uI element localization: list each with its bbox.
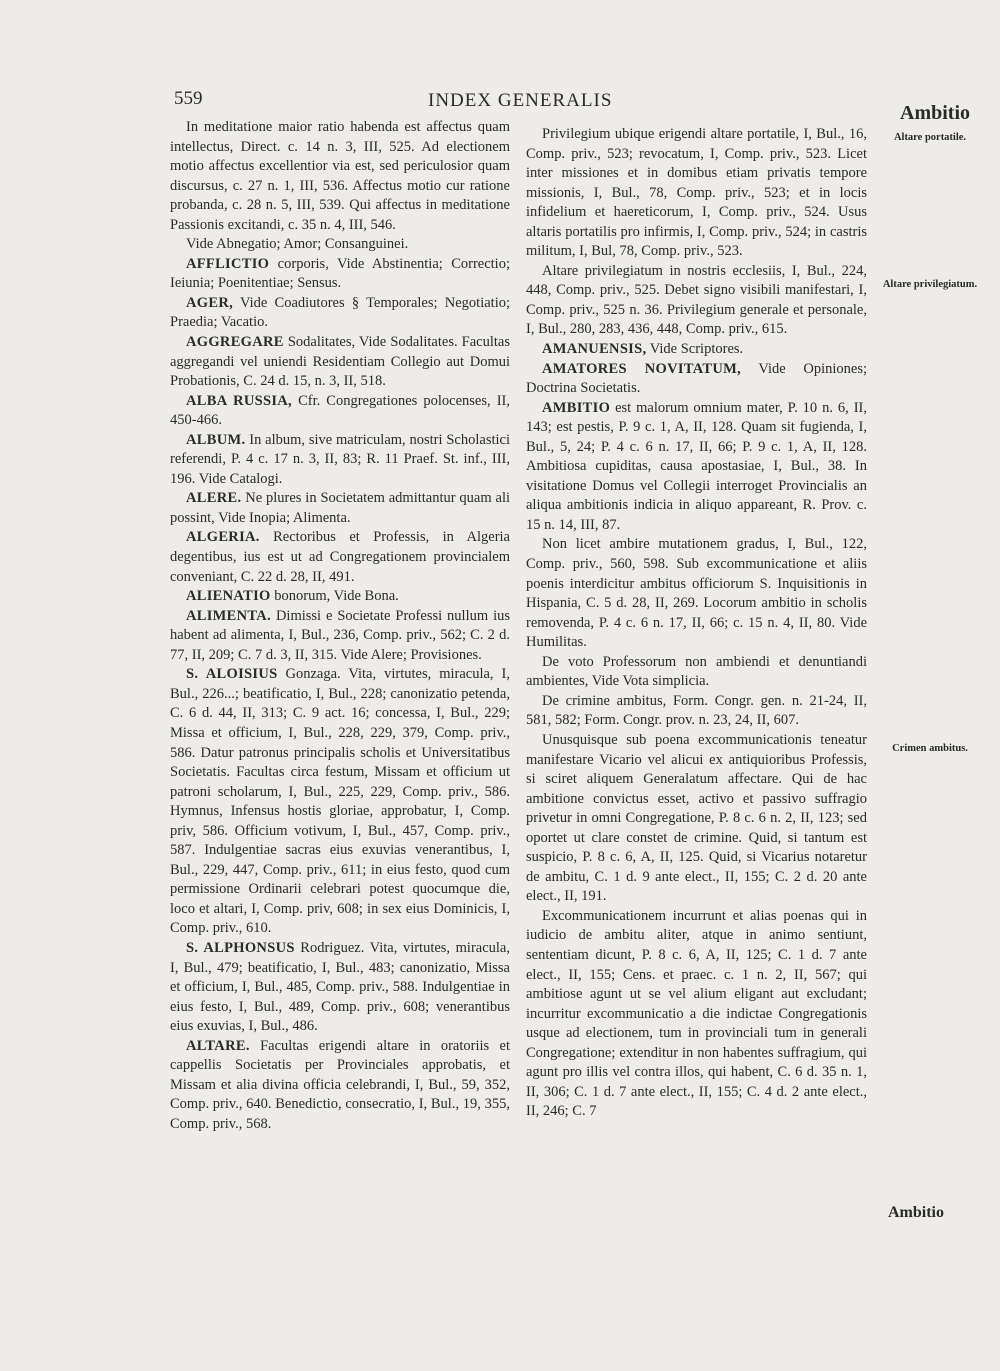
entry-text: Altare privilegiatum in nostris ecclesiis, I, Bul., 224, 448, Comp. priv., 525. Debet signo visibili manifestari, I, Comp. priv., 525 n. 36. Privilegium generale et personale, I, Bul., 280, 283, 436, 448, Comp. priv., 615. [526,262,867,338]
entry-text: Vide Scriptores. [646,341,744,358]
index-entry [170,255,510,294]
index-entry [170,333,510,392]
entry-text: De crimine ambitus, Form. Congr. gen. n. 21-24, II, 581, 582; Form. Congr. prov. n. 23, 24, II, 607. [526,692,867,729]
entry-text: Vide Abnegatio; Amor; Consanguinei. [186,236,409,253]
entry-headword: ALTARE. [186,1037,250,1054]
entry-headword: ALGERIA. [186,529,260,546]
entry-headword: AGER, [186,294,234,311]
entry-headword: AMATORES NOVITATUM, [542,360,742,377]
entry-headword: AGGREGARE [186,334,284,351]
entry-text: Vide Opiniones; Doctrina Societatis. [526,360,867,397]
entry-headword: ALBA RUSSIA, [186,392,292,409]
entry-text: Sodalitates, Vide Sodalitates. Facultas aggregandi vel uniendi Residentiam Collegio aut Domui Probationis, C. 24 d. 15, n. 3, II, 518. [170,334,510,390]
index-entry [170,392,510,431]
entry-headword: AFFLICTIO [186,255,270,272]
catchword: Ambitio [888,1204,944,1221]
entry-text: Excommunicationem incurrunt et alias poenas qui in iudicio de ambitu aliter, atque in animo sentiunt, sententiam dicunt, P. 8 c. 6, A, II, 125; C. 1 d. 7 ante elect., II, 155; Cens. et praec. c. 1 n. 2, II, 567; qui ambitiose agunt ut se vel alium eligant aut excludant; incurritur excommunicatio a die indictae Congregationis usque ad electionem, tum in provinciali tum in generali Congregatione; extenditur in non habentes suffragium, qui agunt pro illis vel contra illos, qui habent, C. 6 d. 35 n. 1, II, 306; C. 1 d. 7 ante elect., II, 155; C. 4 d. 2 ante elect., II, 246; C. 7 [526,907,867,1120]
entry-text: Unusquisque sub poena excommunicationis teneatur manifestare Vicario vel alicui ex antiquioribus Professis, si sciret aliquem Generalatum affectare. Qui de hac ambitione convictus esset, activo et passivo suffragio privetur in omni Congregatione, P. 8 c. 6 n. 2, II, 123; sed oportet ut clare constet de crimine. Quid, si tantum est suspicio, P. 8 c. 6, A, II, 125. Quid, si Vicarius notaretur de ambitu, C. 1 d. 9 ante elect., II, 155; C. 2 d. 20 ante elect., II, 191. [526,731,867,905]
entry-text: Rectoribus et Professis, in Algeria degentibus, ius est ut ad Congregationem provincialem conveniant, C. 22 d. 28, II, 491. [170,529,510,585]
index-entry [526,692,867,731]
index-entry [170,118,510,235]
right-column [526,125,867,1122]
entry-text: In meditatione maior ratio habenda est affectus quam intellectus, Direct. c. 14 n. 3, III, 525. Ad electionem motio affectus excellentior via est, sed periculosior quam discursus, c. 27 n. 1, III, 536. Affectus motio cur ratione probanda, c. 28 n. 5, III, 539. Qui affectus in meditatione Passionis excitandi, c. 35 n. 4, III, 546. [170,119,510,233]
index-entry [170,294,510,333]
index-entry [170,489,510,528]
entry-text: Facultas erigendi altare in oratoriis et cappellis Societatis per Provinciales approbatis, et Missam et alia divina officia celebrandi, I, Bul., 59, 352, Comp. priv., 640. Benedictio, consecratio, I, Bul., 19, 355, Comp. priv., 568. [170,1037,510,1132]
entry-headword: ALBUM. [186,431,246,448]
entry-text: est malorum omnium mater, P. 10 n. 6, II, 143; est pestis, P. 9 c. 1, A, II, 128. Quam sit fugienda, I, Bul., 5, 24; P. 4 c. 6 n. 17, II, 66; P. 9 c. 1, A, II, 128. Ambitiosa cupiditas, causa apostasiae, I, Bul., 38. In visitatione Domus vel Collegii interroget Provincialis an aliqua ambitionis indicia in aliquo appareant, R. Prov. c. 15 n. 14, III, 87. [526,399,867,533]
entry-text: Rodriguez. Vita, virtutes, miracula, I, Bul., 479; beatificatio, I, Bul., 483; canonizatio, Missa et officium, I, Bul., 485, Comp. priv., 588. Indulgentiae in eius festo, I, Bul., 489, Comp. priv., 608; venerantibus eius exuvias, I, Bul., 486. [170,939,510,1035]
entry-text: bonorum, Vide Bona. [270,588,399,605]
page-number: 559 [174,88,203,109]
entry-text: Gonzaga. Vita, virtutes, miracula, I, Bul., 226...; beatificatio, I, Bul., 228; canonizatio petenda, C. 6 d. 44, II, 313; C. 9 act. 16; concessa, I, Bul., 229; Missa et officium, I, Bul., 228, 229, 379, Comp. priv., 586. Datur patronus principalis scholis et Universitatibus Societatis. Facultas circa festum, Missam et officium ut patroni scholarum, I, Bul., 225, 229, Comp. priv., 586. Hymnus, Infensus hostis gloriae, approbatur, I, Comp. priv, 586. Officium votivum, I, Bul., 457, Comp. priv., 587. Indulgentiae sacras eius exuvias venerantibus, I, Bul., 229, 447, Comp. priv., 611; in eius festo, quod cum permissione Ordinarii celebrari potest quocumque die, loco et altari, I, Comp. priv, 608; in sex eius Dominicis, I, Comp. priv., 610. [170,666,511,937]
index-entry [526,653,867,692]
entry-headword: S. ALOISIUS [186,666,278,683]
index-entry [526,907,867,1122]
index-entry [170,607,510,666]
entry-headword: AMANUENSIS, [542,341,647,358]
index-entry [526,399,867,536]
entry-text: Cfr. Congregationes polocenses, II, 450-466. [170,392,510,429]
entry-headword: AMBITIO [542,399,611,416]
entry-text: Dimissi e Societate Professi nullum ius habent ad alimenta, I, Bul., 236, Comp. priv., 562; C. 2 d. 77, II, 209; C. 7 d. 3, II, 315. Vide Alere; Provisiones. [170,607,510,663]
entry-headword: ALERE. [186,490,242,507]
entry-text: Vide Coadiutores § Temporales; Negotiatio; Praedia; Vacatio. [170,294,510,331]
margin-note-altare-portatile: Altare portatile. [893,132,967,143]
margin-note-altare-privilegiatum: Altare privilegiatum. [882,279,978,290]
index-entry [526,360,867,399]
entry-text: corporis, Vide Abstinentia; Correctio; Ieiunia; Poenitentiae; Sensus. [170,255,510,292]
entry-text: De voto Professorum non ambiendi et denuntiandi ambientes, Vide Vota simplicia. [526,653,867,690]
index-entry [170,528,510,587]
index-entry [170,431,510,490]
entry-headword: S. ALPHONSUS [186,939,295,956]
index-entry [170,665,510,939]
entry-text: Ne plures in Societatem admittantur quam ali possint, Vide Inopia; Alimenta. [170,490,510,526]
left-column [170,118,510,1134]
index-entry [170,1037,510,1135]
index-entry [526,731,867,907]
index-entry [170,939,510,1037]
entry-text: In album, sive matriculam, nostri Scholastici referendi, P. 4 c. 17 n. 3, II, 83; R. 11 Praef. St. inf., III, 196. Vide Catalogi. [170,431,510,487]
index-entry [526,262,867,340]
entry-headword: ALIENATIO [186,588,271,605]
index-entry [526,535,867,652]
index-entry [526,340,867,360]
entry-headword: ALIMENTA. [186,607,272,624]
page-title: INDEX GENERALIS [428,90,613,111]
margin-note-crimen-ambitus: Crimen ambitus. [892,743,968,754]
index-entry [170,235,510,255]
entry-text: Non licet ambire mutationem gradus, I, Bul., 122, Comp. priv., 560, 598. Sub excommunicatione et aliis poenis interdicitur ambitus officiorum S. Inquisitionis in Hispania, C. 5 d. 28, II, 269. Locorum ambitio in scholis removenda, P. 4 c. 6 n. 17, II, 66; c. 15 n. 4, II, 80. Vide Humilitas. [526,536,867,651]
index-entry [526,125,867,262]
entry-text: Privilegium ubique erigendi altare portatile, I, Bul., 16, Comp. priv., 523; revocatum, I, Comp. priv., 523. Licet inter missiones et in domibus etiam privatis tempore missionis, I, Bul., 78, Comp. priv., 523; et in locis infidelium et haereticorum, I, Comp. priv., 524. Usus altaris portatilis pro infirmis, I, Comp. priv., 524; in castris militum, I, Bul, 78, Comp. priv., 523. [526,126,867,260]
running-head: Ambitio [900,102,970,124]
index-entry [170,587,510,607]
